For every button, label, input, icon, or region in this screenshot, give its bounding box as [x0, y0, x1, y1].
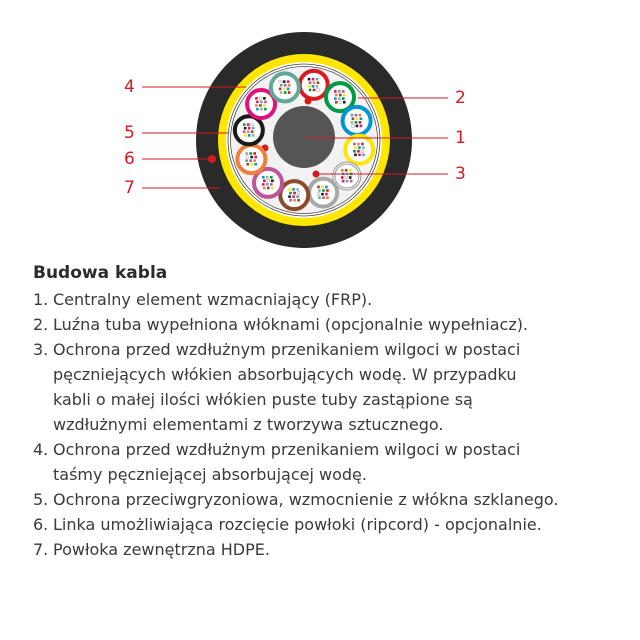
legend-item — [33, 437, 633, 487]
legend-item-number: 4. — [33, 440, 49, 459]
legend-item-number: 5. — [33, 490, 49, 509]
loose-tube — [237, 145, 265, 173]
loose-tube — [343, 107, 371, 135]
legend-item-number: 2. — [33, 315, 49, 334]
loose-tube — [271, 73, 299, 101]
callout-3: 3 — [455, 164, 466, 184]
cable-cross-section-diagram — [0, 0, 640, 260]
legend-item-text: Ochrona przed wzdłużnym przenikaniem wilgoci w postaci taśmy pęczniejącej absorbującej wodę. — [53, 440, 521, 484]
loose-tube — [280, 181, 308, 209]
legend-item-number: 7. — [33, 540, 49, 559]
cable-svg — [0, 0, 640, 260]
legend-item — [33, 287, 633, 312]
legend-item-text: Ochrona przed wzdłużnym przenikaniem wilgoci w postaci pęczniejących włókien absorbujących wodę. W przypadku kabli o małej ilości włókien puste tuby zastąpione są wzdłużnymi elementami z tworzywa sztucznego. — [53, 340, 521, 434]
loose-tube — [309, 179, 337, 207]
legend-item — [33, 537, 633, 562]
legend-item-text: Linka umożliwiająca rozcięcie powłoki (ripcord) - opcjonalnie. — [53, 515, 542, 534]
callout-2: 2 — [455, 88, 466, 108]
legend-item-number: 3. — [33, 340, 49, 359]
legend-item-text: Ochrona przeciwgryzoniowa, wzmocnienie z włókna szklanego. — [53, 490, 559, 509]
callout-5: 5 — [124, 123, 135, 143]
callout-1: 1 — [455, 128, 466, 148]
loose-tube — [345, 136, 373, 164]
central-strength-member — [273, 106, 335, 168]
callout-7: 7 — [124, 178, 135, 198]
callout-6: 6 — [124, 149, 135, 169]
loose-tube — [300, 71, 328, 99]
callout-4: 4 — [124, 77, 135, 97]
legend-item-number: 6. — [33, 515, 49, 534]
legend-item-text: Powłoka zewnętrzna HDPE. — [53, 540, 270, 559]
cable-construction-legend — [33, 263, 633, 562]
legend-item — [33, 512, 633, 537]
legend-item — [33, 337, 633, 437]
legend-item-text: Luźna tuba wypełniona włóknami (opcjonalnie wypełniacz). — [53, 315, 529, 334]
legend-item — [33, 312, 633, 337]
loose-tube — [235, 116, 263, 144]
legend-title: Budowa kabla — [33, 263, 168, 283]
legend-item — [33, 487, 633, 512]
legend-item-text: Centralny element wzmacniający (FRP). — [53, 290, 373, 309]
legend-item-number: 1. — [33, 290, 49, 309]
